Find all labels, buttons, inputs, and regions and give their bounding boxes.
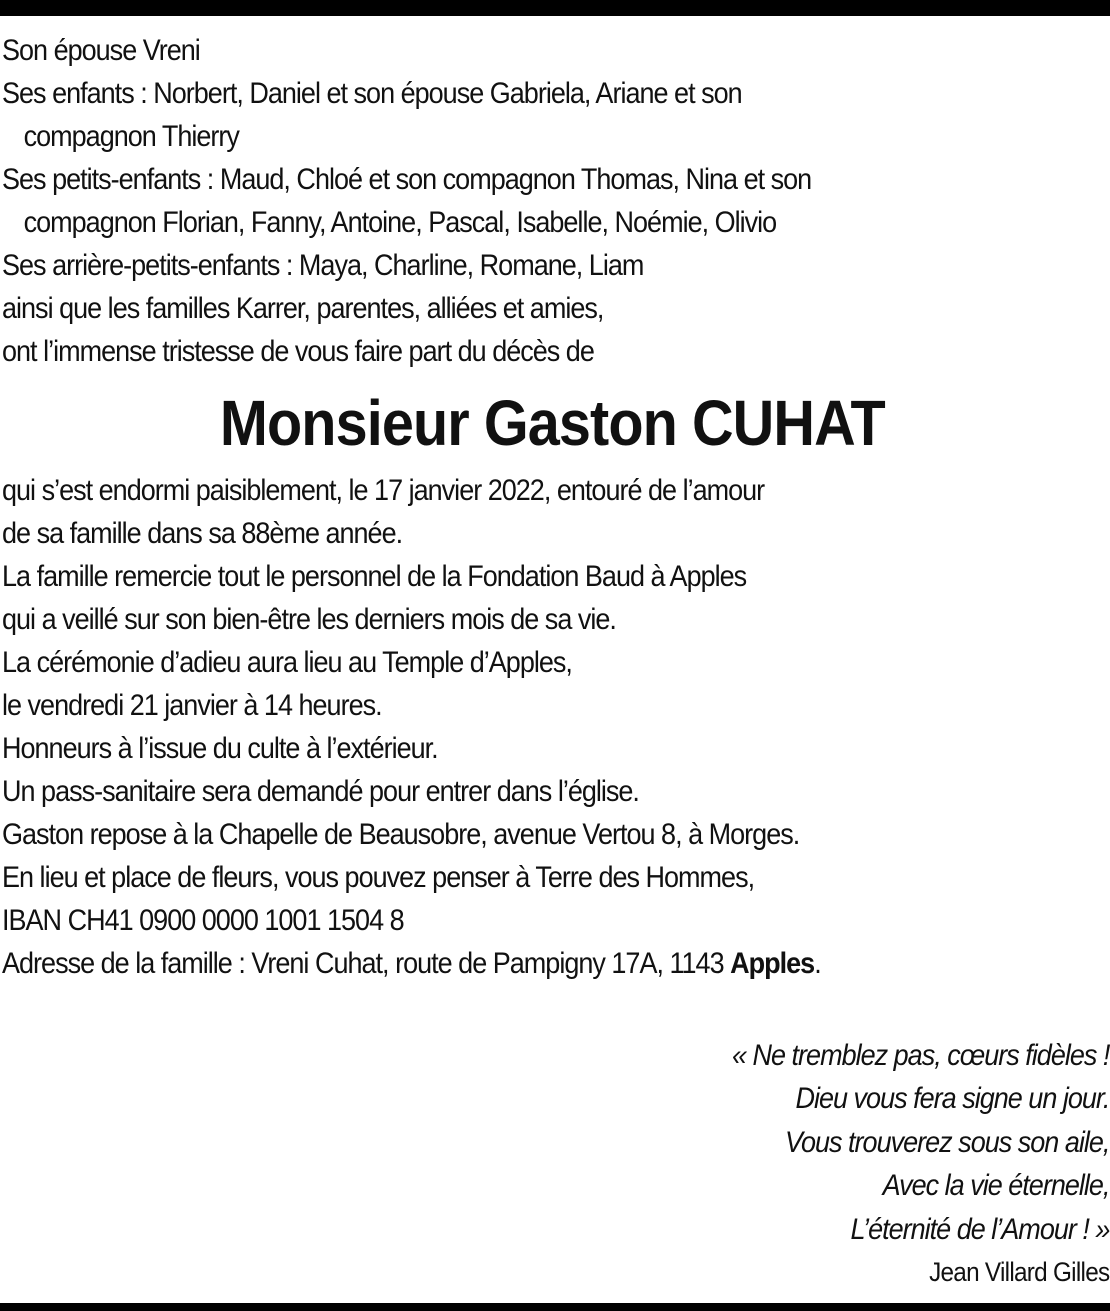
address-town: Apples bbox=[730, 947, 815, 980]
address-suffix: . bbox=[814, 947, 821, 980]
family-address-line bbox=[2, 942, 992, 985]
quote-line: Dieu vous fera signe un jour. bbox=[795, 1082, 1109, 1116]
family-line-announcement: ont l’immense tristesse de vous faire part du décès de bbox=[2, 335, 594, 368]
quote-author: Jean Villard Gilles bbox=[928, 1256, 1109, 1287]
detail-line: Gaston repose à la Chapelle de Beausobre, avenue Vertou 8, à Morges. bbox=[2, 818, 800, 851]
iban-line: IBAN CH41 0900 0000 1001 1504 8 bbox=[2, 904, 404, 937]
detail-line: qui s’est endormi paisiblement, le 17 janvier 2022, entouré de l’amour bbox=[2, 474, 765, 507]
obituary-notice bbox=[2, 29, 1102, 985]
detail-line: La cérémonie d’adieu aura lieu au Temple d’Apples, bbox=[2, 646, 572, 679]
quote-line: « Ne tremblez pas, cœurs fidèles ! bbox=[731, 1039, 1109, 1072]
detail-line: qui a veillé sur son bien-être les derniers mois de sa vie. bbox=[2, 603, 616, 636]
family-line-relatives: ainsi que les familles Karrer, parentes, alliées et amies, bbox=[2, 292, 604, 325]
family-line-children: Ses enfants : Norbert, Daniel et son épouse Gabriela, Ariane et son bbox=[2, 77, 742, 110]
quote-line: L’éternité de l’Amour ! » bbox=[850, 1212, 1109, 1246]
quote-line: Vous trouverez sous son aile, bbox=[784, 1125, 1109, 1159]
address-prefix: Adresse de la famille : Vreni Cuhat, route de Pampigny 17A, 1143 bbox=[2, 947, 731, 980]
detail-line: le vendredi 21 janvier à 14 heures. bbox=[2, 689, 382, 722]
family-line-children-cont: compagnon Thierry bbox=[23, 120, 239, 153]
closing-quote bbox=[690, 1034, 1109, 1293]
detail-line: En lieu et place de fleurs, vous pouvez penser à Terre des Hommes, bbox=[2, 861, 755, 894]
top-border-rule bbox=[0, 0, 1110, 16]
family-line-grandchildren: Ses petits-enfants : Maud, Chloé et son compagnon Thomas, Nina et son bbox=[2, 163, 812, 196]
family-line-spouse: Son épouse Vreni bbox=[2, 34, 200, 67]
family-line-grandchildren-cont: compagnon Florian, Fanny, Antoine, Pascal, Isabelle, Noémie, Olivio bbox=[23, 206, 777, 239]
deceased-name-heading bbox=[2, 377, 1102, 469]
deceased-name: Monsieur Gaston CUHAT bbox=[219, 387, 885, 459]
bottom-border-rule bbox=[0, 1303, 1110, 1311]
detail-line: Honneurs à l’issue du culte à l’extérieur. bbox=[2, 732, 438, 765]
quote-line: Avec la vie éternelle, bbox=[882, 1169, 1109, 1203]
detail-line: La famille remercie tout le personnel de la Fondation Baud à Apples bbox=[2, 560, 747, 593]
detail-line: Un pass-sanitaire sera demandé pour entrer dans l’église. bbox=[2, 775, 639, 808]
details-block bbox=[2, 469, 1102, 985]
detail-line: de sa famille dans sa 88ème année. bbox=[2, 517, 403, 550]
family-line-great-grandchildren: Ses arrière-petits-enfants : Maya, Charline, Romane, Liam bbox=[2, 249, 644, 282]
